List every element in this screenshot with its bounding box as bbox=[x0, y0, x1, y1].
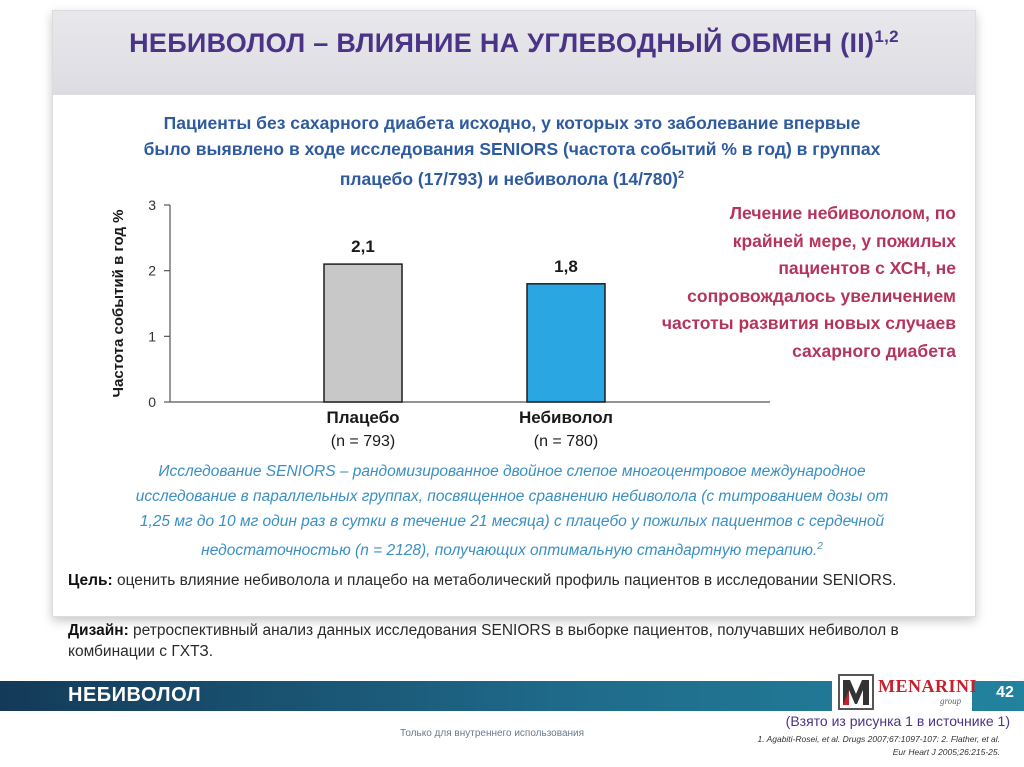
category-label: Небиволол bbox=[519, 408, 613, 427]
design-text: ретроспективный анализ данных исследования SENIORS в выборке пациентов, получавших небиволол в комбинации с ГХТЗ. bbox=[68, 622, 899, 660]
category-n-label: (n = 793) bbox=[330, 433, 396, 450]
slide-title bbox=[53, 27, 975, 59]
chart-subtitle bbox=[62, 110, 962, 192]
page-number: 42 bbox=[996, 684, 1014, 701]
description-line: исследование в параллельных группах, посвященное сравнению небиволола (с титрованием дозы от bbox=[135, 488, 889, 505]
description-line bbox=[62, 534, 962, 563]
slide-title-text: НЕБИВОЛОЛ – ВЛИЯНИЕ НА УГЛЕВОДНЫЙ ОБМЕН (II) bbox=[129, 28, 875, 58]
reference-line: Eur Heart J 2005;26:215-25. bbox=[892, 747, 1000, 757]
goal-label: Цель: bbox=[68, 572, 113, 589]
description-line-text: недостаточностью (n = 2128), получающих оптимальную стандартную терапию. bbox=[201, 542, 818, 560]
menarini-logo bbox=[832, 668, 978, 714]
logo-wordmark: MENARINI bbox=[878, 676, 978, 696]
goal-paragraph bbox=[68, 570, 958, 591]
reference-line: 1. Agabiti-Rosei, et al. Drugs 2007;67:1097-107: 2. Flather, et al. bbox=[757, 734, 1000, 744]
source-note: (Взято из рисунка 1 в источнике 1) bbox=[785, 713, 1010, 729]
conclusion-line: Лечение небивололом, по bbox=[729, 203, 956, 223]
description-line: Исследование SENIORS – рандомизированное двойное слепое многоцентровое международное bbox=[158, 463, 866, 480]
menarini-logo-icon bbox=[838, 674, 874, 710]
bar-placebo bbox=[324, 264, 402, 402]
y-tick-label: 3 bbox=[148, 197, 156, 213]
bar-value-label: 1,8 bbox=[554, 256, 578, 276]
conclusion-line: пациентов с ХСН, не bbox=[778, 258, 956, 278]
logo-subtext: group bbox=[940, 696, 962, 706]
design-label: Дизайн: bbox=[68, 622, 129, 639]
subtitle-line: было выявлено в ходе исследования SENIORS (частота событий % в год) в группах bbox=[143, 139, 881, 159]
description-reference: 2 bbox=[817, 541, 823, 552]
description-line: 1,25 мг до 10 мг один раз в сутки в течение 21 месяца) с плацебо у пожилых пациентов с сердечной bbox=[139, 513, 885, 530]
subtitle-reference: 2 bbox=[678, 169, 685, 181]
design-paragraph bbox=[68, 620, 958, 662]
category-label: Плацебо bbox=[326, 408, 400, 427]
y-tick-label: 2 bbox=[148, 262, 156, 279]
conclusion-line: частоты развития новых случаев bbox=[661, 313, 956, 333]
subtitle-line-text: плацебо (17/793) и небиволола (14/780) bbox=[339, 168, 679, 189]
subtitle-line: Пациенты без сахарного диабета исходно, у которых это заболевание впервые bbox=[163, 113, 861, 133]
study-description bbox=[62, 459, 962, 563]
y-axis-label: Частота событий в год % bbox=[110, 209, 127, 398]
internal-use-note: Только для внутреннего использования bbox=[400, 728, 585, 739]
conclusion-line: крайней мере, у пожилых bbox=[732, 230, 956, 251]
y-tick-label: 1 bbox=[148, 328, 156, 345]
conclusion-line: сахарного диабета bbox=[792, 340, 956, 361]
category-n-label: (n = 780) bbox=[533, 433, 599, 450]
conclusion-line: сопровождалось увеличением bbox=[687, 285, 956, 306]
title-band bbox=[53, 11, 975, 95]
title-reference: 1,2 bbox=[874, 27, 899, 46]
goal-text: оценить влияние небиволола и плацебо на метаболический профиль пациентов в исследовании SENIORS. bbox=[112, 572, 897, 589]
bar-value-label: 2,1 bbox=[351, 237, 375, 257]
bar-nebivolol bbox=[527, 284, 605, 402]
conclusion-text bbox=[600, 200, 956, 365]
subtitle-line bbox=[62, 162, 962, 192]
y-tick-label: 0 bbox=[148, 394, 156, 410]
references bbox=[690, 733, 1000, 759]
footer-brand: НЕБИВОЛОЛ bbox=[68, 684, 202, 706]
